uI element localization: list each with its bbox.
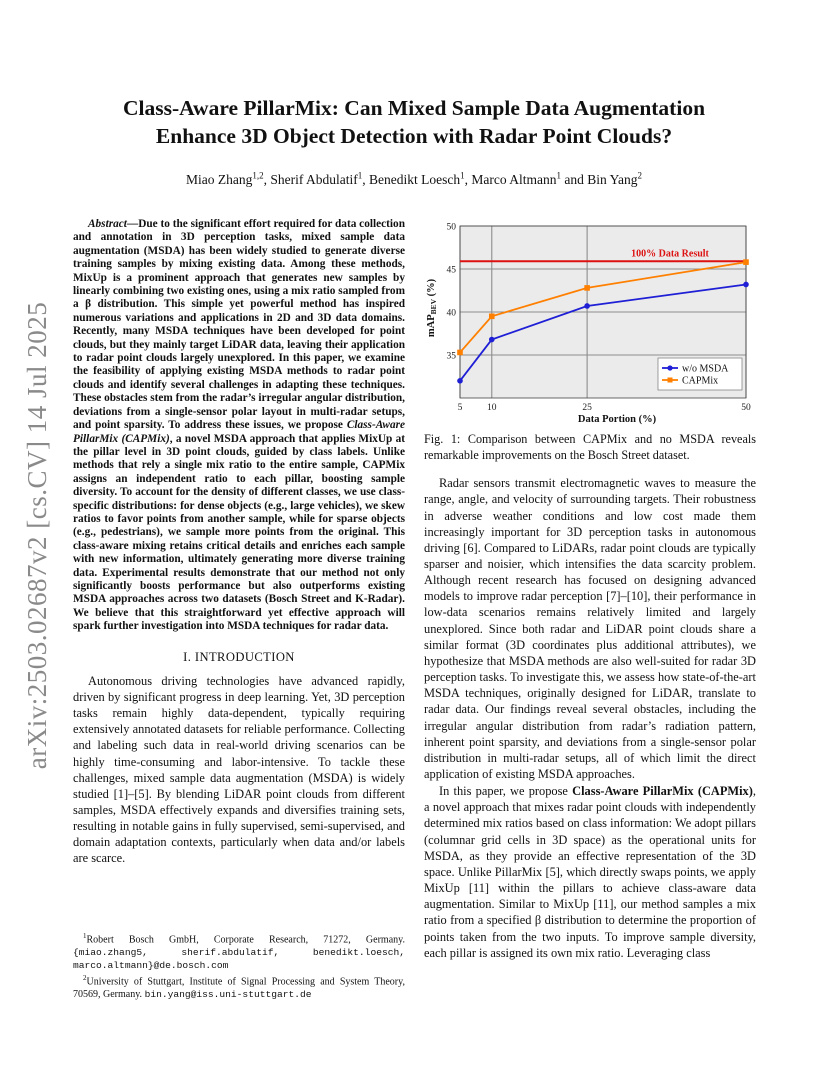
data-point — [457, 378, 463, 384]
author: Sherif Abdulatif$^1$, — [270, 170, 369, 187]
arxiv-identifier: arXiv:2503.02687v2 [cs.CV] 14 Jul 2025 — [22, 301, 53, 769]
y-axis-label-unit: (%) — [426, 278, 437, 299]
legend — [658, 358, 742, 390]
paper-title — [80, 94, 748, 150]
abstract-text-continued: , a novel MSDA approach that applies MixUp at the pillar level in 3D point clouds, guided by class labels. Unlike methods that rely a single mix ratio to the entire sample, CAPMix assigns an independent ratio to each pillar, boosting sample diversity. To account for the density of different classes, we use class-specific distributions: for dense objects (e.g., large vehicles), we skew ratios to favor points from another sample, while for sparse objects (e.g., pedestrians), we sample more points from the original. This class-aware mixing retains critical details and enriches each sample with new information, ultimately generating more diverse training data. Experimental results demonstrate that our method not only significantly boosts performance but also outperforms existing MSDA approaches across two datasets (Bosch Street and K-Radar). We believe that this straightforward yet effective approach will spark further investigation into MSDA techniques for radar data. — [73, 432, 405, 633]
intro-paragraph: Autonomous driving technologies have advanced rapidly, driven by significant progress in deep learning. Yet, 3D perception tasks remain highly data-dependent, typically requiring extensively annotated datasets for reliable performance. Collecting and labeling such data in real-world driving scenarios can be highly time-consuming and labor-intensive. To tackle these challenges, mixed sample data augmentation (MSDA) is widely studied [1]–[5]. By blending LiDAR point clouds from different samples, MSDA effectively expands and diversifies training sets, resulting in notable gains in fully supervised, semi-supervised, and domain adaptation contexts, particularly when data and/or labels are scarce. — [73, 673, 405, 866]
x-tick-label: 25 — [582, 403, 592, 413]
title-line-1: Class-Aware PillarMix: Can Mixed Sample Data Augmentation — [122, 96, 706, 120]
author: Miao Zhang$^{1,2}$, — [186, 170, 271, 187]
abstract-method-name: Class-Aware PillarMix (CAPMix) — [73, 419, 406, 445]
y-tick-label: 45 — [446, 265, 456, 276]
method-name: Class-Aware PillarMix (CAPMix) — [572, 784, 753, 799]
y-tick-label: 50 — [446, 222, 456, 233]
footnote-1-email: {miao.zhang5, sherif.abdulatif, benedikt.loesch, marco.altmann}@de.bosch.com — [73, 946, 405, 971]
line-chart — [424, 216, 756, 426]
footnote-2-email: bin.yang@iss.uni-stuttgart.de — [144, 989, 312, 1001]
right-body-text — [424, 475, 756, 961]
y-axis-label — [426, 278, 438, 337]
legend-entry: CAPMix — [682, 375, 719, 387]
body-paragraph: Radar sensors transmit electromagnetic waves to measure the range, angle, and velocity of surrounding targets. Their robustness in adverse weather conditions and low cost made them increasingly important for 3D perception tasks in autonomous driving [6]. Compared to LiDARs, radar point clouds are typically sparser and noisier, which intensifies the data scarcity problem. Although recent research has focused on designing advanced models to improve radar perception [7]–[10], their performance in low-data scenarios remains relatively limited and largely unexplored. Since both radar and LiDAR point clouds share a similar format (3D coordinates plus additional attributes), we hypothesize that MSDA methods are also well-suited for radar 3D perception tasks. To investigate this, we assess how state-of-the-art MSDA techniques, originally designed for LiDAR, translate to radar data. Our findings reveal several obstacles, including the irregular angular distribution from radar’s radiation pattern, inherent point sparsity, and deviations from a single-sensor polar distribution in multi-radar setups, all of which limit the direct application of existing MSDA approaches. — [424, 476, 756, 781]
x-tick-label: 5 — [457, 403, 463, 413]
data-point — [584, 285, 590, 291]
abstract-label: Abstract — [88, 218, 127, 230]
body-paragraph: In this paper, we propose Class-Aware PillarMix (CAPMix), a novel approach that mixes radar point clouds with independently determined mix ratios based on class information: We adopt pillars (columnar grid cells in 3D space) as the operational units for MSDA, as they provide an effective representation of the 3D space. Unlike PillarMix [5], which directly swaps points, we apply MixUp [11] within the pillars to achieve class-aware data augmentation. Similar to MixUp [11], our method samples a mix ratio from a specified β distribution to determine the proportion of points taken from the two inputs. To improve sample diversity, each pillar is assigned its own mix ratio. Leveraging class — [424, 784, 756, 960]
legend-marker — [668, 378, 673, 383]
abstract: Abstract—Due to the significant effort required for data collection and annotation in 3D perception tasks, mixed sample data augmentation (MSDA) has been widely studied to generate diverse training samples by mixing existing data. Among these methods, MixUp is a prominent approach that generates new samples by linearly combining two existing ones, using a mix ratio sampled from a β distribution. This simple yet powerful method has inspired numerous variations and applications in 2D and 3D data domains. Recently, many MSDA techniques have been developed for point clouds, but they mainly target LiDAR data, leaving their application to radar point clouds largely unexplored. In this paper, we examine the feasibility of applying existing MSDA methods to radar point clouds and identify several challenges in adapting these techniques. These obstacles stem from the radar’s irregular angular distribution, deviations from a single-sensor polar layout in multi-radar setups, and point sparsity. To address these issues, we propose Class-Aware PillarMix (CAPMix), a novel MSDA approach that applies MixUp at the pillar level in 3D point clouds, guided by class labels. Unlike methods that rely a single mix ratio to the entire sample, CAPMix assigns an independent ratio to each pillar, boosting sample diversity. To account for the density of different classes, we use class-specific distributions: for dense objects (e.g., large vehicles), we skew ratios to favor points from another sample, while for sparse objects (e.g., pedestrians), we sample more points from the original. This class-aware mixing retains critical details and enriches each sample with new information, ultimately generating more diverse training data. Experimental results demonstrate that our method not only significantly boosts performance but also outperforms existing MSDA approaches across two datasets (Bosch Street and K-Radar). We believe that this straightforward yet effective approach will spark further investigation into MSDA techniques for radar data. — [73, 218, 406, 633]
reference-line-label: 100% Data Result — [631, 248, 709, 260]
x-axis-label: Data Portion (%) — [577, 414, 657, 425]
author: Marco Altmann$^1$ and — [471, 170, 588, 187]
y-tick-label: 40 — [446, 308, 456, 319]
legend-entry: w/o MSDA — [682, 363, 729, 375]
data-point — [743, 282, 749, 288]
data-point — [489, 337, 495, 343]
figure-caption: Fig. 1: Comparison between CAPMix and no MSDA reveals remarkable improvements on the Bosch Street dataset. — [424, 432, 756, 462]
footnote-1: $^1$Robert Bosch GmbH, Corporate Research, 71272, Germany. {miao.zhang5, sherif.abdulatif, benedikt.loesch, marco.altmann}@de.bosch.com — [73, 932, 405, 971]
author-list — [80, 170, 748, 188]
right-column — [424, 216, 756, 961]
y-axis-label-main: mAP — [426, 314, 437, 338]
data-point — [584, 303, 590, 309]
data-point — [457, 350, 463, 356]
y-tick-label: 35 — [446, 351, 456, 362]
data-point — [743, 259, 749, 265]
data-point — [489, 314, 495, 320]
legend-marker — [667, 365, 672, 370]
x-tick-label: 10 — [487, 403, 497, 413]
footnotes — [73, 930, 405, 1002]
footnote-2: $^2$University of Stuttgart, Institute of Signal Processing and System Theory, 70569, Germany. bin.yang@iss.uni-stuttgart.de — [73, 974, 405, 1001]
x-tick-label: 50 — [741, 403, 751, 413]
author: Benedikt Loesch$^1$, — [369, 170, 472, 187]
left-column — [73, 218, 405, 867]
abstract-text: Due to the significant effort required for data collection and annotation in 3D perception tasks, mixed sample data augmentation (MSDA) has been widely studied to generate diverse training samples by mixing existing data. Among these methods, MixUp is a prominent approach that generates new samples by linearly combining two existing ones, using a mix ratio sampled from a β distribution. This simple yet powerful method has inspired numerous variations and applications in 2D and 3D data domains. Recently, many MSDA techniques have been developed for point clouds, but they mainly target LiDAR data, leaving their application to radar point clouds largely unexplored. In this paper, we examine the feasibility of applying existing MSDA methods to radar point clouds and identify several challenges in adapting these techniques. These obstacles stem from the radar’s irregular angular distribution, deviations from a single-sensor polar layout in multi-radar setups, and point sparsity. To address these issues, we propose — [73, 218, 405, 432]
section-heading-introduction: I. INTRODUCTION — [183, 649, 295, 664]
author: Bin Yang$^2$ — [587, 170, 642, 187]
figure-1-chart — [424, 216, 756, 426]
title-line-2: Enhance 3D Object Detection with Radar Point Clouds? — [155, 124, 673, 148]
y-axis-label-subscript: BEV — [429, 298, 438, 315]
